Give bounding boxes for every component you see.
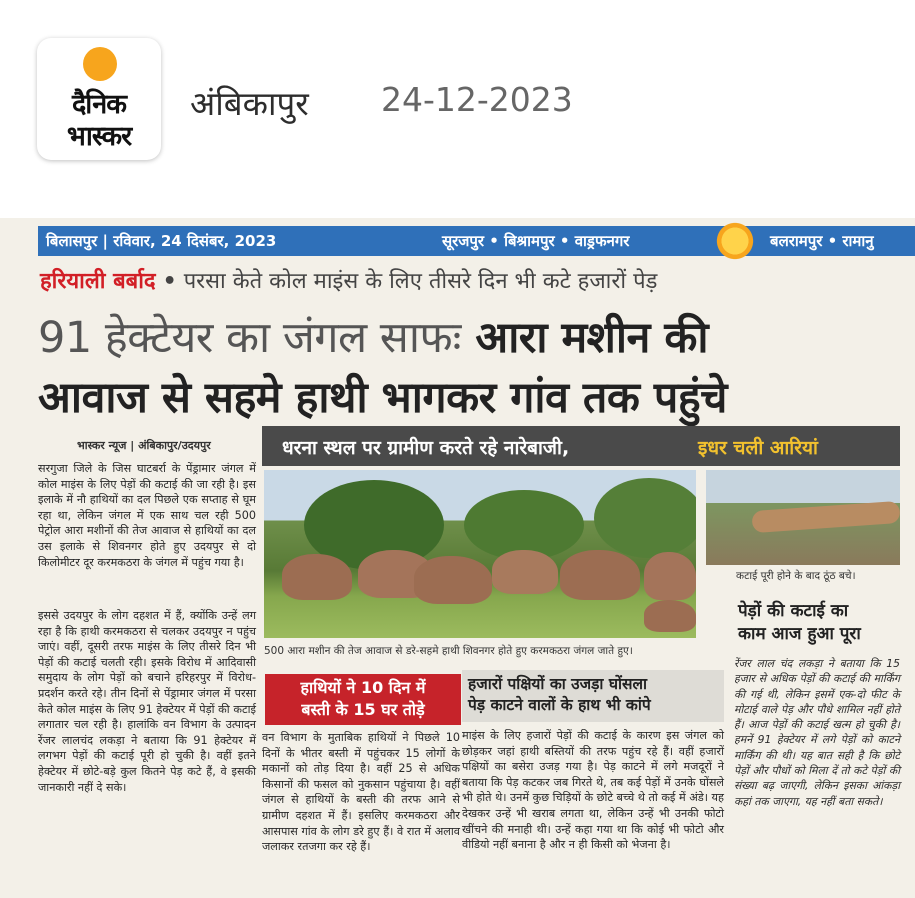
side-heading-line-2: काम आज हुआ पूरा	[738, 624, 861, 644]
band-center: सूरजपुर • बिश्रामपुर • वाड्रफनगर	[442, 232, 630, 250]
side-heading-line-1: पेड़ों की कटाई का	[738, 601, 849, 621]
column-1-paragraph-2: इससे उदयपुर के लोग दहशत में हैं, क्योंकि उन्हें लग रहा है कि हाथी करमकठरा से चलकर उदयपुर न पहुंच जाएं। वहीं, दूसरी तरफ माइंस के लिए तीसरे दिन भी पेड़ों की कटाई चलती रही। इसके विरोध में आदिवासी समुदाय के लोग पेड़ों को बचाने हरिहरपुर में विरोध-प्रदर्शन करते रहे। तीन दिनों से पेंड्रामार जंगल में परसा केते कोल माइंस के लिए 91 हेक्टेयर में पेड़ों की कटाई लगातार चल रही है। हालांकि वन विभाग के उत्पादन रेंजर लालचंद लकड़ा ने बताया कि 91 हेक्टेयर में लगभग पेड़ों की कटाई पूरी हो चुकी है। वहीं इतने हेक्टेयर में छोटे-बड़े कुल कितने पेड़ कटे हैं, वे इसकी जानकारी नहीं दे सके।	[38, 609, 256, 794]
sun-icon	[83, 47, 117, 81]
main-photo-caption: 500 आरा मशीन की तेज आवाज से डरे-सहमे हाथी शिवनगर होते हुए करमकठरा जंगल जाते हुए।	[264, 645, 633, 657]
band-right: बलरामपुर • रामानु	[770, 232, 874, 250]
kicker	[40, 265, 657, 295]
tree-stump-photo	[706, 470, 900, 565]
photo-banner-white: धरना स्थल पर ग्रामीण करते रहे नारेबाजी,	[282, 437, 570, 459]
kicker-text: परसा केते कोल माइंस के लिए तीसरे दिन भी कटे हजारों पेड़	[183, 269, 658, 294]
gray-subhead-line-1: हजारों पक्षियों का उजड़ा घोंसला	[468, 675, 648, 693]
newspaper-clipping	[0, 218, 915, 898]
dainik-bhaskar-logo[interactable]	[37, 38, 161, 160]
logo-line-1: दैनिक	[71, 89, 127, 120]
red-subhead-box	[265, 674, 461, 725]
red-subhead-line-2: बस्ती के 15 घर तोड़े	[301, 700, 425, 719]
red-subhead-line-1: हाथियों ने 10 दिन में	[300, 678, 426, 697]
gray-subhead-line-2: पेड़ काटने वालों के हाथ भी कांपे	[468, 696, 651, 714]
headline-part-a: 91 हेक्टेयर का जंगल साफः	[38, 313, 461, 363]
headline-part-b: आरा मशीन की	[475, 313, 709, 363]
page-band	[38, 226, 915, 256]
column-1-paragraph-1: सरगुजा जिले के जिस घाटबर्रा के पेंड्रामार जंगल में कोल माइंस के लिए पेड़ों की कटाई की जा रही है। इस इलाके में नौ हाथियों का दल पिछले एक सप्ताह से घूम रहा था, लेकिन जंगल में एक साथ चल रही 500 पेट्रोल आरा मशीनों की तेज आवाज से हाथियों का दल उस इलाके से शिवनगर होते हुए उदयपुर से दो किलोमीटर दूर करमकठरा के जंगल में पहुंच गया है।	[38, 462, 256, 569]
band-left: बिलासपुर | रविवार, 24 दिसंबर, 2023	[46, 232, 277, 250]
band-sun-icon	[714, 220, 756, 262]
headline-line-2: आवाज से सहमे हाथी भागकर गांव तक पहुंचे	[38, 373, 727, 423]
edition-city: अंबिकापुर	[190, 84, 309, 123]
photo-banner	[262, 426, 900, 466]
app-header	[0, 0, 915, 185]
column-4-text: रेंजर लाल चंद लकड़ा ने बताया कि 15 हजार से अधिक पेड़ों की कटाई की मार्किंग की गई थी, लेकिन इसमें एक-दो फीट के मोटाई वाले पेड़ और पौधे शामिल नहीं होते हैं। आज पेड़ों की कटाई खत्म हो चुकी है। हमनें 91 हेक्टेयर में लगे पेड़ों को काटने मार्किंग की थी। यह बात सही है कि छोटे पेड़ों और पौधों को मिला दें तो कटे पेड़ों की संख्या बढ़ जाएगी, लेकिन इसका आंकड़ा कहां तक जाएगा, यह नहीं बता सकते।	[734, 657, 900, 808]
byline: भास्कर न्यूज | अंबिकापुर/उदयपुर	[77, 439, 211, 452]
column-2-text: वन विभाग के मुताबिक हाथियों ने पिछले 10 दिनों के भीतर बस्ती में पहुंचकर 15 लोगों के मकानों को तोड़ दिया है। वहीं 25 से अधिक किसानों की फसल को नुकसान पहुंचाया है। वहीं जंगल से हाथियों के बस्ती की तरफ आने से ग्रामीण दहशत में हैं। इसलिए करमकठरा और आसपास गांव के लोग डरे हुए हैं। वे रात में अलाव जलाकर रतजगा कर रहे हैं।	[262, 731, 460, 854]
elephants-photo	[264, 470, 696, 638]
column-3-text: माइंस के लिए हजारों पेड़ों की कटाई के कारण इस जंगल को छोड़कर जहां हाथी बस्तियों की तरफ पहुंच रहे हैं। वहीं हजारों पक्षियों का बसेरा उजड़ गया है। पेड़ काटने में लगे मजदूरों ने बताया कि पेड़ कटकर जब गिरते थे, तब कई पेड़ों में उनके घोंसले भी होते थे। उनमें कुछ चिड़ियों के छोटे बच्चे थे तो कई में अंडे। यह देखकर उन्हें भी खराब लगता था, लेकिन उन्हें भी उनकी फोटो खींचने की मनाही थी। उन्हें कहा गया था कि कोई भी फोटो और वीडियो नहीं बनाना है और न ही किसी को भेजना है।	[462, 729, 724, 852]
side-photo-caption: कटाई पूरी होने के बाद ठूंठ बचे।	[736, 570, 856, 582]
photo-banner-yellow: इधर चली आरियां	[698, 437, 818, 459]
kicker-separator: •	[162, 269, 177, 294]
headline-line-1	[38, 306, 915, 365]
gray-subhead-box	[462, 670, 724, 722]
kicker-tag: हरियाली बर्बाद	[40, 269, 156, 294]
cut-log	[751, 501, 900, 533]
edition-date: 24-12-2023	[381, 80, 573, 119]
side-heading	[738, 600, 861, 646]
logo-line-2: भास्कर	[66, 121, 132, 152]
